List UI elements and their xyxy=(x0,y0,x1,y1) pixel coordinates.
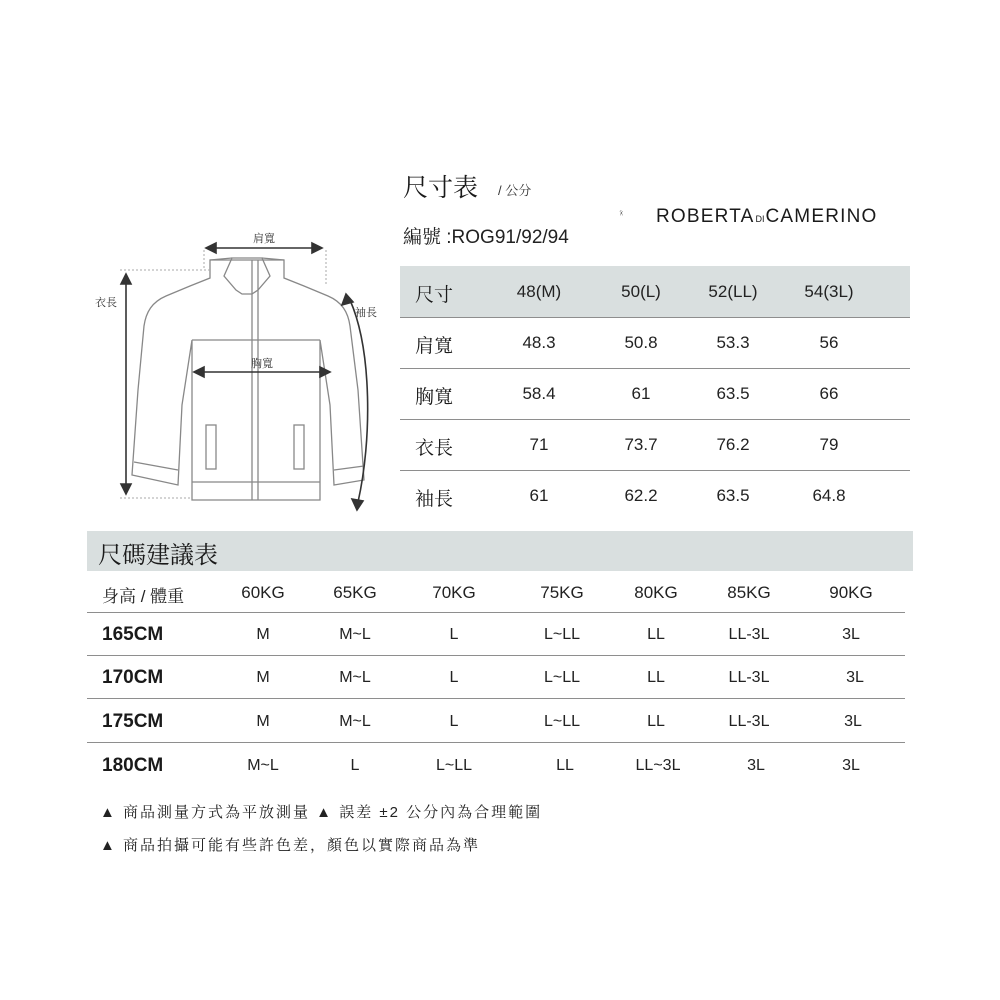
size-column-header: 52(LL) xyxy=(708,282,758,301)
size-suggestion: 3L xyxy=(846,669,864,686)
size-cell: 71 xyxy=(529,435,549,454)
brand-logo-icon xyxy=(619,184,659,244)
size-row-label: 胸寬 xyxy=(415,387,454,408)
size-cell: 56 xyxy=(819,333,839,352)
size-suggestion: LL-3L xyxy=(728,626,770,643)
size-suggestion: M~L xyxy=(339,713,371,730)
size-cell: 66 xyxy=(819,384,839,403)
size-suggestion: LL xyxy=(647,626,665,643)
size-cell: 53.3 xyxy=(716,333,750,352)
height-label: 175CM xyxy=(102,711,164,732)
row-divider xyxy=(87,612,905,613)
weight-header: 85KG xyxy=(727,583,771,602)
size-suggestion: L xyxy=(449,626,459,643)
diagram-sleeve-label: 袖長 xyxy=(355,307,377,319)
height-label: 180CM xyxy=(102,755,164,776)
weight-header: 65KG xyxy=(333,583,377,602)
size-suggestion: M xyxy=(256,626,270,643)
brand-tail: CAMERINO xyxy=(765,206,878,227)
size-cell: 62.2 xyxy=(624,486,658,505)
size-cell: 79 xyxy=(819,435,839,454)
size-suggestion: M~L xyxy=(339,669,371,686)
size-cell: 61 xyxy=(529,486,549,505)
row-divider xyxy=(87,655,905,656)
model-number: 編號 :ROG91/92/94 xyxy=(403,227,569,248)
size-suggestion: L xyxy=(350,757,360,774)
size-suggestion: L~LL xyxy=(543,669,581,686)
weight-header: 70KG xyxy=(432,583,476,602)
jacket-diagram xyxy=(80,230,390,520)
size-cell: 64.8 xyxy=(812,486,846,505)
size-table-corner: 尺寸 xyxy=(415,285,454,306)
size-suggestion: 3L xyxy=(747,757,765,774)
size-suggestion: L~LL xyxy=(543,626,581,643)
size-suggestion: LL~3L xyxy=(635,757,681,774)
size-cell: 63.5 xyxy=(716,486,750,505)
brand-main: ROBERTA xyxy=(656,206,755,227)
size-suggestion: L~LL xyxy=(543,713,581,730)
size-cell: 48.3 xyxy=(522,333,556,352)
size-column-header: 48(M) xyxy=(516,282,562,301)
row-divider xyxy=(400,419,910,420)
diagram-chest-label: 胸寬 xyxy=(251,358,273,370)
weight-header: 75KG xyxy=(540,583,584,602)
note-color: ▲ 商品拍攝可能有些許色差，顏色以實際商品為準 xyxy=(100,837,481,854)
size-cell: 73.7 xyxy=(624,435,658,454)
row-divider xyxy=(400,470,910,471)
recommend-corner: 身高 / 體重 xyxy=(102,587,185,606)
size-cell: 76.2 xyxy=(716,435,750,454)
diagram-shoulder-label: 肩寬 xyxy=(253,233,275,245)
size-suggestion: M~L xyxy=(339,626,371,643)
size-column-header: 50(L) xyxy=(621,282,661,301)
size-suggestion: M xyxy=(256,713,270,730)
size-suggestion: 3L xyxy=(842,757,860,774)
size-row-label: 衣長 xyxy=(415,438,454,459)
size-cell: 58.4 xyxy=(522,384,556,403)
size-suggestion: L xyxy=(449,713,459,730)
size-suggestion: 3L xyxy=(844,713,862,730)
brand-name xyxy=(656,206,878,228)
weight-header: 90KG xyxy=(829,583,873,602)
diagram-length-label: 衣長 xyxy=(95,297,117,309)
size-suggestion: LL-3L xyxy=(728,713,770,730)
weight-header: 60KG xyxy=(241,583,285,602)
size-row-label: 袖長 xyxy=(415,489,454,510)
row-divider xyxy=(87,742,905,743)
size-suggestion: LL xyxy=(647,713,665,730)
height-label: 170CM xyxy=(102,667,164,688)
recommend-title: 尺碼建議表 xyxy=(98,542,218,569)
row-divider xyxy=(400,368,910,369)
row-divider xyxy=(400,317,910,318)
size-column-header: 54(3L) xyxy=(804,282,854,301)
chart-title: 尺寸表 xyxy=(403,174,479,202)
unit-label: / 公分 xyxy=(498,183,532,198)
size-suggestion: M xyxy=(256,669,270,686)
size-suggestion: LL xyxy=(556,757,574,774)
size-cell: 63.5 xyxy=(716,384,750,403)
note-measurement: ▲ 商品測量方式為平放測量 ▲ 誤差 ±2 公分內為合理範圍 xyxy=(100,804,543,821)
size-suggestion: 3L xyxy=(842,626,860,643)
brand-di: DI xyxy=(755,214,765,224)
size-row-label: 肩寬 xyxy=(415,336,454,357)
size-suggestion: L~LL xyxy=(435,757,473,774)
height-label: 165CM xyxy=(102,624,164,645)
weight-header: 80KG xyxy=(634,583,678,602)
size-cell: 50.8 xyxy=(624,333,658,352)
size-suggestion: M~L xyxy=(247,757,279,774)
size-suggestion: LL-3L xyxy=(728,669,770,686)
row-divider xyxy=(87,698,905,699)
size-cell: 61 xyxy=(631,384,651,403)
size-suggestion: L xyxy=(449,669,459,686)
size-suggestion: LL xyxy=(647,669,665,686)
